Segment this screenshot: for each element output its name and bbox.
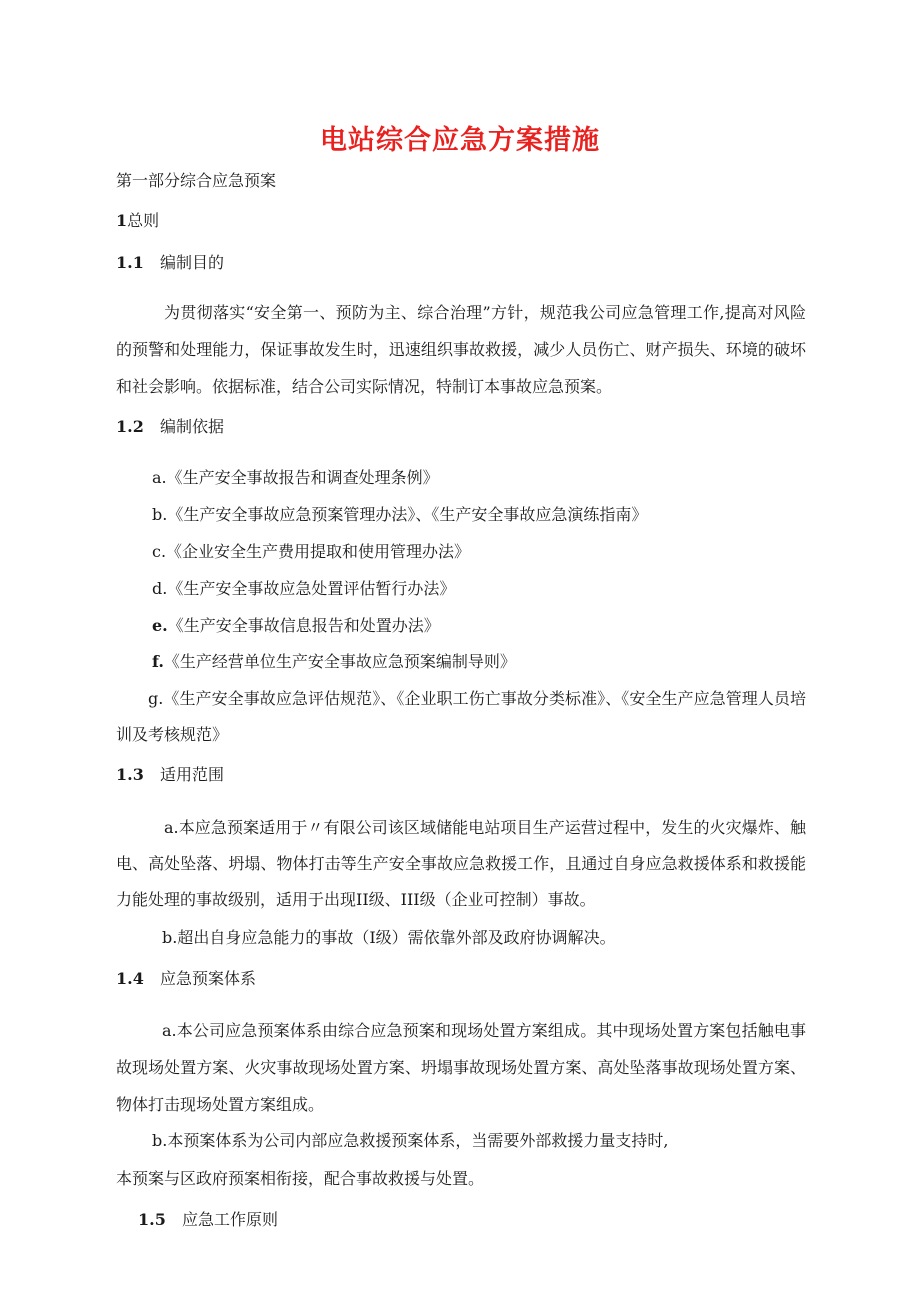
section-1-1-title: 编制目的 — [160, 253, 225, 272]
basis-item-text: 《生产安全事故报告和调查处理条例》 — [166, 468, 439, 487]
section-1-4-title: 应急预案体系 — [160, 969, 257, 988]
basis-item-text: 《生产安全事故应急评估规范》、《企业职工伤亡事故分类标准》、《安全生产应急管理人员培训及考核规范》 — [116, 689, 806, 744]
section-1-2-title: 编制依据 — [160, 417, 225, 436]
system-paragraph-b-line1: b.本预案体系为公司内部应急救援预案体系，当需要外部救援力量支持时, — [152, 1131, 669, 1150]
basis-item-text: 《企业安全生产费用提取和使用管理办法》 — [166, 542, 471, 561]
basis-item-text: 《生产安全事故应急预案管理办法》、《生产安全事故应急演练指南》 — [167, 505, 648, 524]
basis-item-text: 《生产经营单位生产安全事故应急预案编制导则》 — [163, 652, 516, 671]
basis-item-mark: b. — [152, 505, 168, 524]
basis-item-b — [152, 504, 647, 526]
section-1-1-number: 1.1 — [116, 253, 144, 272]
basis-item-c — [152, 541, 470, 563]
basis-item-e — [152, 615, 440, 637]
section-1-heading — [116, 210, 159, 232]
basis-item-mark: a. — [152, 468, 167, 487]
basis-item-mark: f. — [152, 652, 164, 671]
section-1-5-heading — [138, 1209, 278, 1231]
basis-item-mark: d. — [152, 579, 168, 598]
basis-item-mark: e. — [152, 616, 168, 635]
basis-item-d — [152, 578, 455, 600]
basis-item-f — [152, 651, 516, 673]
basis-item-mark: c. — [152, 542, 167, 561]
basis-item-mark: g. — [148, 689, 164, 708]
basis-item-text: 《生产安全事故信息报告和处置办法》 — [167, 616, 440, 635]
system-paragraph-b-line2: 本预案与区政府预案相衔接，配合事故救援与处置。 — [116, 1169, 485, 1188]
scope-paragraph-a: a.本应急预案适用于〃有限公司该区域储能电站项目生产运营过程中，发生的火灾爆炸、触电、高处坠落、坍塌、物体打击等生产安全事故应急救援工作，且通过自身应急救援体系和救援能力能处理的事故级别，适用于出现II级、III级（企业可控制）事故。 — [116, 818, 806, 909]
basis-item-a — [152, 467, 439, 489]
section-1-4-heading — [116, 968, 256, 990]
document-title: 电站综合应急方案措施 — [320, 125, 600, 156]
basis-item-g — [116, 681, 806, 753]
section-1-number: 1 — [116, 211, 128, 230]
section-1-5-title: 应急工作原则 — [182, 1210, 279, 1229]
section-1-2-number: 1.2 — [116, 417, 144, 436]
purpose-paragraph: 为贯彻落实“安全第一、预防为主、综合治理”方针，规范我公司应急管理工作,提高对风险的预警和处理能力，保证事故发生时，迅速组织事故救援，减少人员伤亡、财产损失、环境的破坏和社会影响。依据标准，结合公司实际情况，特制订本事故应急预案。 — [116, 303, 806, 396]
section-1-3-number: 1.3 — [116, 765, 144, 784]
section-1-3-heading — [116, 764, 224, 786]
section-1-3-title: 适用范围 — [160, 765, 225, 784]
scope-paragraph-b: b.超出自身应急能力的事故（I级）需依靠外部及政府协调解决。 — [162, 928, 616, 947]
section-1-4-number: 1.4 — [116, 969, 144, 988]
section-1-2-heading — [116, 416, 224, 438]
part-heading: 第一部分综合应急预案 — [116, 171, 277, 190]
section-1-5-number: 1.5 — [138, 1210, 166, 1229]
basis-item-text: 《生产安全事故应急处置评估暂行办法》 — [167, 579, 456, 598]
system-paragraph-a: a.本公司应急预案体系由综合应急预案和现场处置方案组成。其中现场处置方案包括触电事故现场处置方案、火灾事故现场处置方案、坍塌事故现场处置方案、高处坠落事故现场处置方案、物体打击现场处置方案组成。 — [116, 1021, 806, 1114]
section-1-1-heading — [116, 252, 224, 274]
section-1-title: 总则 — [127, 211, 160, 230]
